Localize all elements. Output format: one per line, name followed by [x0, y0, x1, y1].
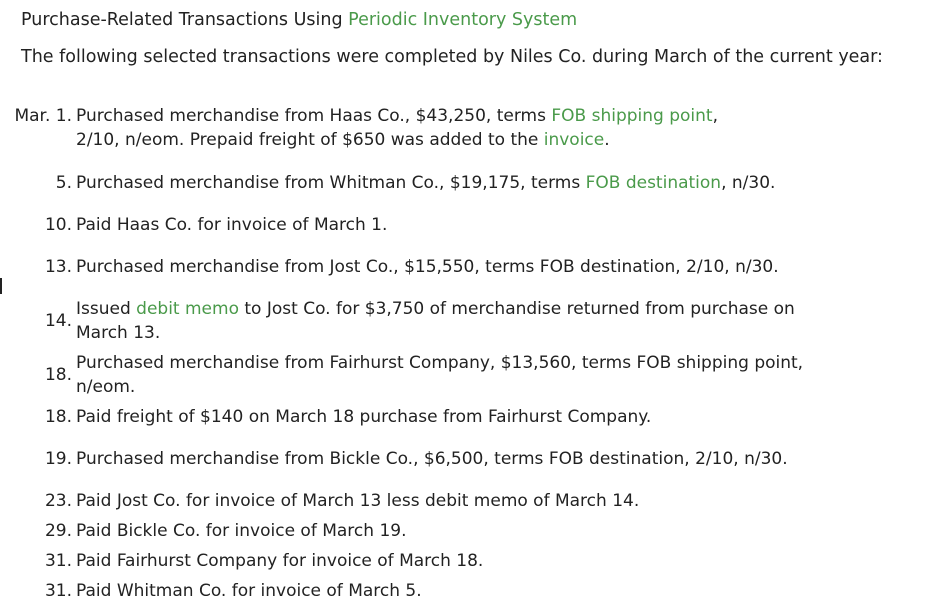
transaction-date: 31.	[44, 551, 72, 571]
transaction-row	[0, 104, 928, 156]
transaction-row	[0, 156, 928, 210]
transaction-row	[0, 240, 928, 294]
text-segment: ,	[712, 106, 718, 126]
transaction-description: Paid Fairhurst Company for invoice of March 18.	[76, 551, 484, 571]
periodic-inventory-link[interactable]: Periodic Inventory System	[348, 10, 578, 30]
text-segment: to Jost Co. for $3,750 of merchandise returned from purchase on March 13.	[76, 299, 795, 343]
transaction-date: 19.	[44, 449, 72, 469]
transaction-date: 18.	[44, 365, 72, 385]
transaction-list	[0, 104, 928, 606]
intro-text: The following selected transactions were completed by Niles Co. during March of the current year:	[21, 47, 883, 67]
text-segment: 2/10, n/eom. Prepaid freight of $650 was added to the	[76, 130, 544, 150]
transaction-date: 14.	[44, 311, 72, 331]
text-segment: .	[604, 130, 610, 150]
text-segment: Purchased merchandise from Whitman Co., $19,175, terms	[76, 173, 586, 193]
transaction-description	[76, 171, 806, 195]
transaction-row	[0, 486, 928, 516]
transaction-row	[0, 294, 928, 348]
transaction-date: 23.	[44, 491, 72, 511]
transaction-date: 31.	[44, 581, 72, 601]
transaction-description: Purchased merchandise from Fairhurst Company, $13,560, terms FOB shipping point, n/eom.	[76, 353, 804, 397]
transaction-row	[0, 402, 928, 432]
text-segment: , n/30.	[721, 173, 776, 193]
title-prefix: Purchase-Related Transactions Using	[21, 10, 349, 30]
transaction-description: Paid Jost Co. for invoice of March 13 less debit memo of March 14.	[76, 491, 640, 511]
text-segment: Issued	[76, 299, 137, 319]
transaction-row	[0, 210, 928, 240]
transaction-date: 5.	[55, 173, 72, 193]
transaction-date: 10.	[44, 215, 72, 235]
transaction-description	[76, 104, 806, 152]
transaction-description: Paid freight of $140 on March 18 purchase from Fairhurst Company.	[76, 407, 652, 427]
day-label: 1.	[55, 106, 72, 126]
transaction-row	[0, 348, 928, 402]
transaction-row	[0, 576, 928, 606]
transaction-description: Paid Whitman Co. for invoice of March 5.	[76, 581, 422, 601]
invoice-link[interactable]: invoice	[543, 130, 605, 150]
transaction-date: 18.	[44, 407, 72, 427]
transaction-date: 29.	[44, 521, 72, 541]
month-label: Mar.	[14, 106, 51, 126]
transaction-description	[76, 297, 806, 345]
fob-destination-link[interactable]: FOB destination	[585, 173, 722, 193]
transaction-description: Purchased merchandise from Jost Co., $15,550, terms FOB destination, 2/10, n/30.	[76, 257, 779, 277]
transaction-description: Paid Bickle Co. for invoice of March 19.	[76, 521, 407, 541]
fob-shipping-point-link[interactable]: FOB shipping point	[551, 106, 713, 126]
transaction-row	[0, 546, 928, 576]
transaction-row	[0, 516, 928, 546]
debit-memo-link[interactable]: debit memo	[136, 299, 239, 319]
transaction-description: Purchased merchandise from Bickle Co., $6,500, terms FOB destination, 2/10, n/30.	[76, 449, 788, 469]
transaction-description: Paid Haas Co. for invoice of March 1.	[76, 215, 388, 235]
text-segment: Purchased merchandise from Haas Co., $43,250, terms	[76, 106, 552, 126]
transaction-date	[0, 104, 76, 128]
page-title	[21, 8, 577, 32]
transaction-date: 13.	[44, 257, 72, 277]
transaction-row	[0, 432, 928, 486]
